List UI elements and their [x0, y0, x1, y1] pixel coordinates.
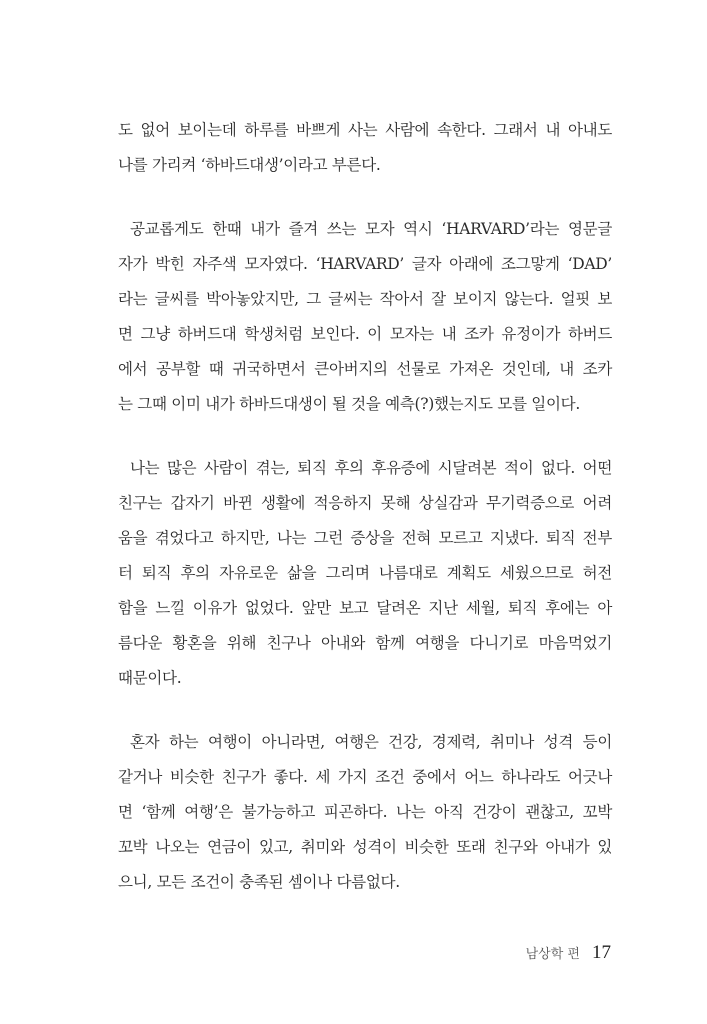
text-line: 는 그때 이미 내가 하바드대생이 될 것을 예측(?)했는지도 모를 일이다. [118, 395, 580, 413]
text-line: 면 ‘함께 여행’은 불가능하고 피곤하다. 나는 아직 건강이 괜찮고, 꼬박 [118, 803, 612, 821]
text-line: 같거나 비슷한 친구가 좋다. 세 가지 조건 중에서 어느 하나라도 어긋나 [118, 768, 612, 786]
paragraph-3 [118, 451, 612, 696]
paragraph-4 [118, 725, 612, 900]
text-line: 나를 가리켜 ‘하바드대생’이라고 부른다. [118, 156, 381, 174]
body-text [118, 113, 612, 929]
paragraph-1 [118, 113, 612, 183]
text-line: 자가 박힌 자주색 모자였다. ‘HARVARD’ 글자 아래에 조그맣게 ‘DAD’ [118, 255, 612, 273]
text-line: 함을 느낄 이유가 없었다. 앞만 보고 달려온 지난 세월, 퇴직 후에는 아 [118, 599, 612, 617]
text-line: 혼자 하는 여행이 아니라면, 여행은 건강, 경제력, 취미나 성격 등이 [130, 733, 612, 751]
text-line: 꼬박 나오는 연금이 있고, 취미와 성격이 비슷한 또래 친구와 아내가 있 [118, 838, 612, 856]
text-line: 에서 공부할 때 귀국하면서 큰아버지의 선물로 가져온 것인데, 내 조카 [118, 360, 612, 378]
text-line: 터 퇴직 후의 자유로운 삶을 그리며 나름대로 계획도 세웠으므로 허전 [118, 564, 612, 582]
page-footer [526, 942, 611, 964]
text-line: 움을 겪었다고 하지만, 나는 그런 증상을 전혀 모르고 지냈다. 퇴직 전부 [118, 529, 612, 547]
paragraph-2 [118, 212, 612, 422]
text-line: 때문이다. [118, 669, 182, 687]
running-head: 남상학 편 [525, 947, 580, 962]
text-line: 면 그냥 하버드대 학생처럼 보인다. 이 모자는 내 조카 유정이가 하버드 [118, 325, 612, 343]
text-line: 친구는 갑자기 바뀐 생활에 적응하지 못해 상실감과 무기력증으로 어려 [118, 494, 612, 512]
page-number: 17 [592, 942, 611, 963]
text-line: 라는 글씨를 박아놓았지만, 그 글씨는 작아서 잘 보이지 않는다. 얼핏 보 [118, 290, 612, 308]
text-line: 공교롭게도 한때 내가 즐겨 쓰는 모자 역시 ‘HARVARD’라는 영문글 [130, 220, 612, 238]
text-line: 도 없어 보이는데 하루를 바쁘게 사는 사람에 속한다. 그래서 내 아내도 [118, 121, 612, 139]
text-line: 나는 많은 사람이 겪는, 퇴직 후의 후유증에 시달려본 적이 없다. 어떤 [130, 459, 612, 477]
text-line: 으니, 모든 조건이 충족된 셈이나 다름없다. [118, 873, 400, 891]
text-line: 름다운 황혼을 위해 친구나 아내와 함께 여행을 다니기로 마음먹었기 [118, 634, 612, 652]
